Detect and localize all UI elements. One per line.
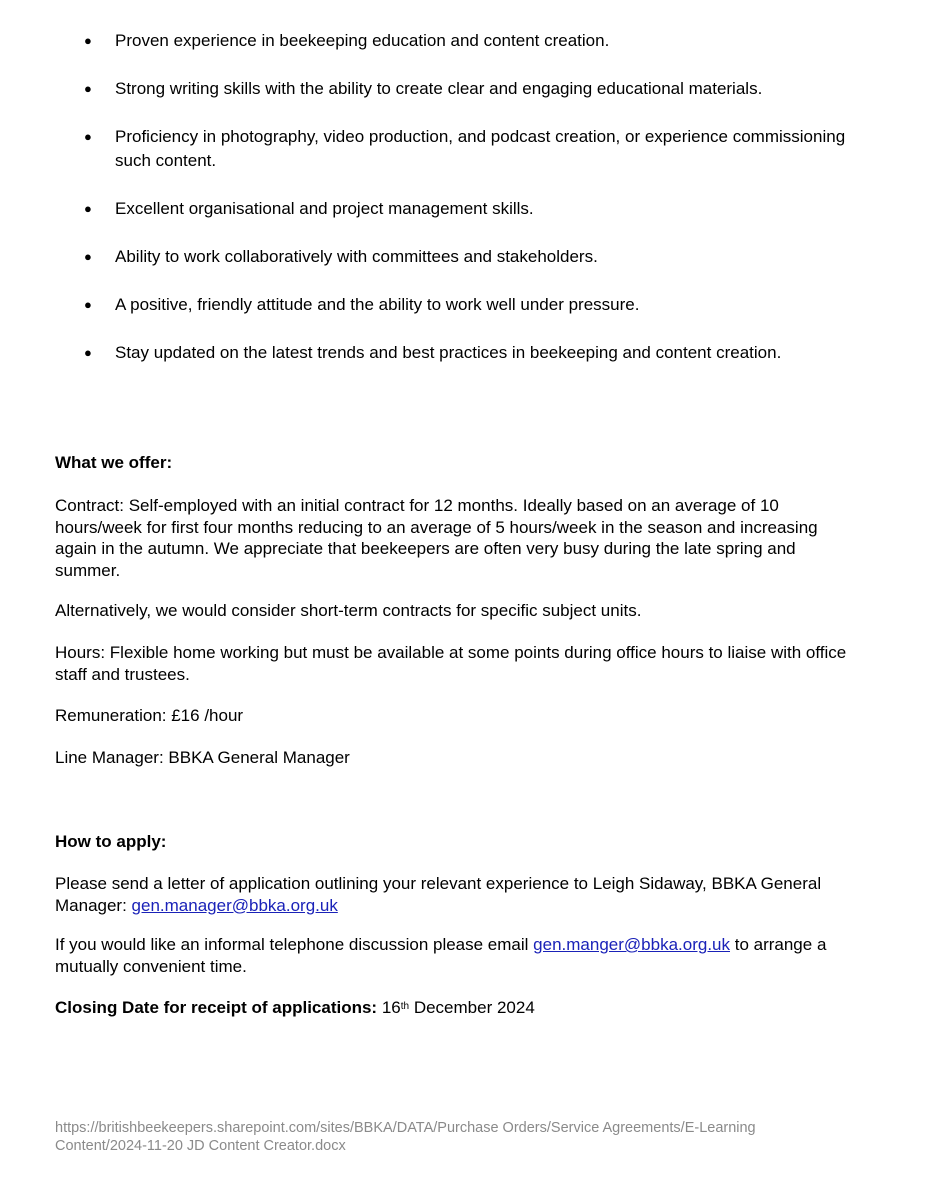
- list-item: [0, 245, 938, 269]
- remuneration-paragraph: Remuneration: £16 /hour: [55, 706, 244, 725]
- list-item: [0, 77, 938, 101]
- phone-email-link[interactable]: gen.manger@bbka.org.uk: [533, 935, 730, 954]
- bullet-icon: ●: [84, 345, 92, 360]
- letter-text: Please send a letter of application outlining your relevant experience to Leigh Sidaway, BBKA General Manager:: [55, 874, 822, 915]
- list-item-text: Proficiency in photography, video production, and podcast creation, or experience commissioning such content.: [115, 127, 846, 170]
- list-item: [0, 29, 938, 53]
- bullet-icon: ●: [84, 129, 92, 144]
- closing-rest: December 2024: [409, 998, 535, 1017]
- requirements-list: [0, 29, 938, 389]
- hours-paragraph: Hours: Flexible home working but must be available at some points during office hours to liaise with office staff and trustees.: [55, 643, 847, 684]
- list-item-text: Proven experience in beekeeping education and content creation.: [115, 31, 610, 50]
- list-item: [0, 341, 938, 365]
- phone-text-end: to arrange a mutually convenient time.: [55, 935, 827, 976]
- closing-date-paragraph: [55, 997, 855, 1019]
- alternatively-paragraph: Alternatively, we would consider short-term contracts for specific subject units.: [55, 601, 642, 620]
- bullet-icon: ●: [84, 249, 92, 264]
- document-path-footer: https://britishbeekeepers.sharepoint.com/sites/BBKA/DATA/Purchase Orders/Service Agreements/E-Learning Content/2024-11-20 JD Content Creator.docx: [55, 1120, 756, 1154]
- list-item-text: Ability to work collaboratively with committees and stakeholders.: [115, 247, 598, 266]
- closing-day-suffix: th: [400, 1001, 410, 1012]
- bullet-icon: ●: [84, 33, 92, 48]
- list-item: [0, 197, 938, 221]
- bullet-icon: ●: [84, 297, 92, 312]
- apply-heading: How to apply:: [55, 832, 167, 851]
- list-item: [0, 293, 938, 317]
- list-item-text: Strong writing skills with the ability to create clear and engaging educational materials.: [115, 79, 763, 98]
- closing-day: 16: [377, 998, 401, 1017]
- contract-paragraph: Contract: Self-employed with an initial contract for 12 months. Ideally based on an average of 10 hours/week for first four months reducing to an average of 5 hours/week in the season and increasing again in the autumn. We appreciate that beekeepers are often very busy during the late spring and summer.: [55, 496, 818, 580]
- bullet-icon: ●: [84, 81, 92, 96]
- line-manager-paragraph: Line Manager: BBKA General Manager: [55, 748, 350, 767]
- list-item: [0, 125, 938, 173]
- closing-date-label: Closing Date for receipt of applications:: [55, 998, 378, 1017]
- list-item-text: Stay updated on the latest trends and best practices in beekeeping and content creation.: [115, 343, 782, 362]
- phone-text: If you would like an informal telephone discussion please email: [55, 935, 534, 954]
- manager-email-link[interactable]: gen.manager@bbka.org.uk: [131, 895, 338, 915]
- bullet-icon: ●: [84, 201, 92, 216]
- phone-paragraph: [55, 934, 855, 977]
- list-item-text: Excellent organisational and project management skills.: [115, 199, 534, 218]
- list-item-text: A positive, friendly attitude and the ability to work well under pressure.: [115, 295, 640, 314]
- offer-heading: What we offer:: [55, 453, 173, 472]
- letter-paragraph: [55, 873, 855, 916]
